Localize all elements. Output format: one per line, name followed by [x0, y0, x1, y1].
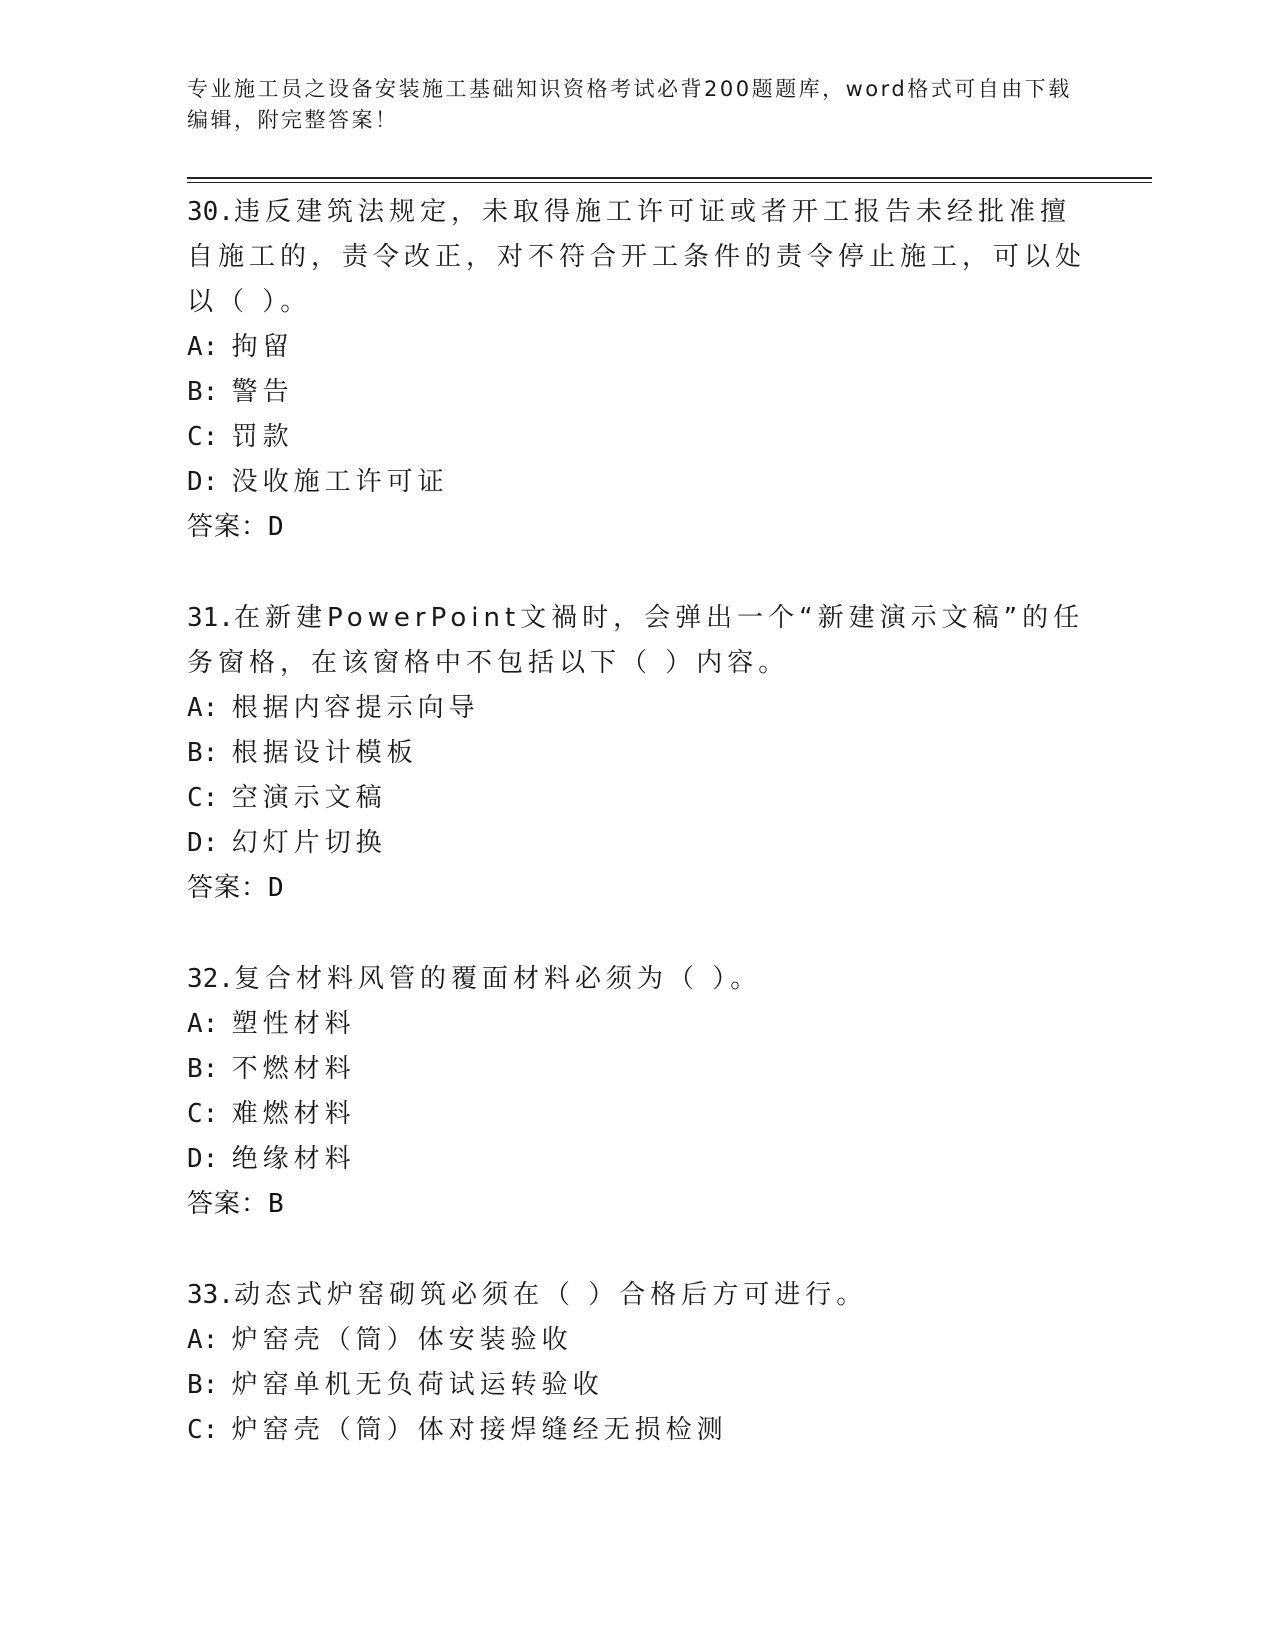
- option-b: [187, 370, 1087, 415]
- option-text: 根据内容提示向导: [231, 693, 480, 723]
- answer-value: B: [268, 1189, 285, 1219]
- option-text: 塑性材料: [231, 1009, 356, 1039]
- question-31: [187, 596, 1087, 911]
- option-key: B:: [187, 1370, 219, 1400]
- answer-line: [187, 505, 1087, 550]
- option-key: D:: [187, 828, 219, 858]
- option-c: [187, 1408, 1087, 1453]
- question-33: [187, 1273, 1087, 1453]
- option-a: [187, 1318, 1087, 1363]
- option-b: [187, 1363, 1087, 1408]
- option-c: [187, 1092, 1087, 1137]
- question-30: [187, 190, 1087, 550]
- option-text: 幻灯片切换: [231, 828, 387, 858]
- answer-value: D: [268, 512, 285, 542]
- option-text: 绝缘材料: [231, 1144, 356, 1174]
- option-d: [187, 821, 1087, 866]
- option-text: 空演示文稿: [231, 783, 387, 813]
- option-a: [187, 1002, 1087, 1047]
- question-number: 30.: [187, 197, 234, 227]
- answer-value: D: [268, 873, 285, 903]
- answer-line: [187, 866, 1087, 911]
- option-text: 不燃材料: [231, 1054, 356, 1084]
- question-number: 31.: [187, 603, 234, 633]
- option-d: [187, 1137, 1087, 1182]
- option-text: 炉窑单机无负荷试运转验收: [231, 1370, 604, 1400]
- answer-label: 答案：: [187, 512, 269, 542]
- question-text: [187, 596, 1087, 686]
- question-list: [187, 190, 1087, 1499]
- option-a: [187, 325, 1087, 370]
- option-text: 拘留: [231, 332, 294, 362]
- option-key: D:: [187, 1144, 219, 1174]
- option-text: 警告: [231, 377, 294, 407]
- option-text: 炉窑壳（筒）体安装验收: [231, 1325, 573, 1355]
- question-body: 复合材料风管的覆面材料必须为（ ）。: [233, 964, 762, 994]
- option-text: 炉窑壳（筒）体对接焊缝经无损检测: [231, 1415, 728, 1445]
- option-key: C:: [187, 422, 219, 452]
- question-text: [187, 1273, 1087, 1318]
- question-text: [187, 190, 1087, 325]
- option-text: 罚款: [231, 422, 294, 452]
- option-key: A:: [187, 693, 219, 723]
- option-text: 难燃材料: [231, 1099, 356, 1129]
- option-key: C:: [187, 1415, 219, 1445]
- option-key: D:: [187, 467, 219, 497]
- question-number: 32.: [187, 964, 234, 994]
- option-key: A:: [187, 1325, 219, 1355]
- option-a: [187, 686, 1087, 731]
- option-c: [187, 776, 1087, 821]
- question-body: 违反建筑法规定，未取得施工许可证或者开工报告未经批准擅自施工的，责令改正，对不符合开工条件的责令停止施工，可以处以（ ）。: [187, 197, 1087, 317]
- question-text: [187, 957, 1087, 1002]
- option-key: B:: [187, 738, 219, 768]
- option-key: B:: [187, 377, 219, 407]
- document-header: 专业施工员之设备安装施工基础知识资格考试必背200题题库，word格式可自由下载编辑，附完整答案！: [187, 77, 1072, 132]
- option-c: [187, 415, 1087, 460]
- option-b: [187, 1047, 1087, 1092]
- question-body: 在新建PowerPoint文禍时，会弹出一个“新建演示文稿”的任务窗格，在该窗格中不包括以下（ ）内容。: [187, 603, 1085, 678]
- option-key: B:: [187, 1054, 219, 1084]
- header-divider-thick: [187, 177, 1152, 179]
- option-d: [187, 460, 1087, 505]
- option-b: [187, 731, 1087, 776]
- option-key: A:: [187, 1009, 219, 1039]
- option-key: C:: [187, 1099, 219, 1129]
- header-divider-thin: [187, 182, 1152, 183]
- question-number: 33.: [187, 1280, 234, 1310]
- answer-label: 答案：: [187, 873, 269, 903]
- option-key: A:: [187, 332, 219, 362]
- answer-label: 答案：: [187, 1189, 269, 1219]
- option-text: 根据设计模板: [231, 738, 418, 768]
- option-key: C:: [187, 783, 219, 813]
- answer-line: [187, 1182, 1087, 1227]
- option-text: 没收施工许可证: [231, 467, 449, 497]
- question-body: 动态式炉窑砌筑必须在（ ）合格后方可进行。: [233, 1280, 868, 1310]
- question-32: [187, 957, 1087, 1227]
